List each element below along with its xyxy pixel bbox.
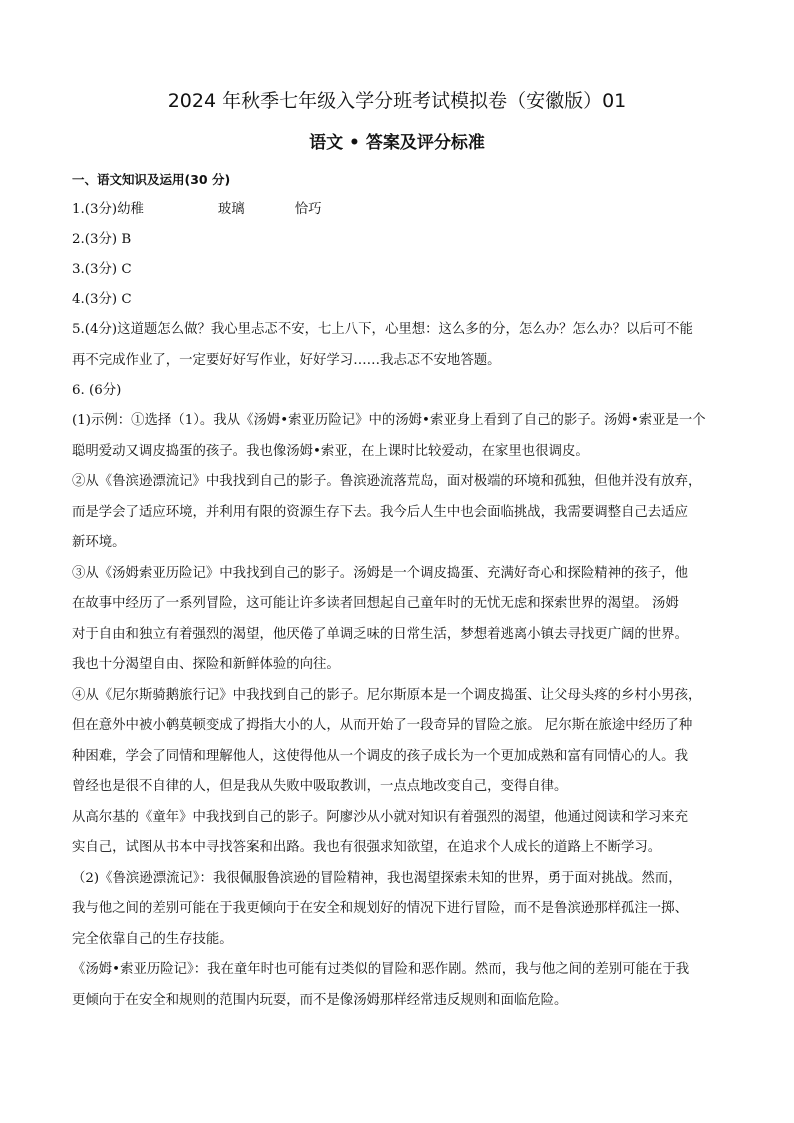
answer-q6-line: 《汤姆•索亚历险记》：我在童年时也可能有过类似的冒险和恶作剧。然而，我与他之间的差别可能在于我 [72,962,690,977]
answer-q1-word2: 玻璃 [217,202,245,217]
answer-q6-line: (1)示例：①选择（1）。我从《汤姆•索亚历险记》中的汤姆•索亚身上看到了自己的影子。汤姆•索亚是一个 [72,413,706,428]
answer-q1-word3: 恰巧 [294,202,322,217]
answer-q5-line: 再不完成作业了，一定要好好写作业，好好学习……我忐忑不安地答题。 [72,352,501,368]
page-subtitle: 语文 • 答案及评分标准 [309,133,485,153]
answer-q4: 4.(3分) C [72,292,132,307]
answer-q6-heading: 6. (6分) [72,383,122,398]
answer-q3: 3.(3分) C [72,262,132,277]
answer-q5 [72,315,728,376]
answer-q6-line: 对于自由和独立有着强烈的渴望，他厌倦了单调乏味的日常生活，梦想着逃离小镇去寻找更广阔的世界。 [72,626,688,642]
answer-q1 [72,195,728,225]
answer-q2: 2.(3分) B [72,232,132,247]
answer-q5-line: 5.(4分)这道题怎么做？我心里忐忑不安，七上八下，心里想：这么多的分，怎么办？怎么办？以后可不能 [72,322,693,337]
answer-q6 [72,406,728,1016]
answer-q6-line: ③从《汤姆索亚历险记》中我找到自己的影子。汤姆是一个调皮捣蛋、充满好奇心和探险精神的孩子，他 [72,565,688,581]
answer-q6-line: 我与他之间的差别可能在于我更倾向于在安全和规划好的情况下进行冒险，而不是鲁滨逊那样孤注一掷、 [72,901,688,916]
answer-q6-line: 聪明爱动又调皮捣蛋的孩子。我也像汤姆•索亚，在上课时比较爱动，在家里也很调皮。 [72,443,589,459]
answer-q6-line: 完全依靠自己的生存技能。 [72,931,233,947]
answer-q6-line: 新环境。 [72,535,126,550]
answer-q6-line: （2)《鲁滨逊漂流记》：我很佩服鲁滨逊的冒险精神，我也渴望探索未知的世界，勇于面对挑战。然而， [72,870,682,886]
answer-q6-line: ④从《尼尔斯骑鹅旅行记》中我找到自己的影子。尼尔斯原本是一个调皮捣蛋、让父母头疼的乡村小男孩， [72,687,702,703]
answer-q6-line: 而是学会了适应环境，并利用有限的资源生存下去。我今后人生中也会面临挑战，我需要调整自己去适应 [72,504,688,520]
answer-q6-line: 在故事中经历了一系列冒险，这可能让许多读者回想起自己童年时的无忧无虑和探索世界的渴望。 汤姆 [72,596,679,611]
answer-q6-line: 实自己，试图从书本中寻找答案和出路。我也有很强求知欲望，在追求个人成长的道路上不断学习。 [72,840,662,855]
answer-q6-line: ②从《鲁滨逊漂流记》中我找到自己的影子。鲁滨逊流落荒岛，面对极端的环境和孤独，但他并没有放弃， [72,474,702,489]
answer-content [72,165,728,1016]
answer-q6-line: 从高尔基的《童年》中我找到自己的影子。阿廖沙从小就对知识有着强烈的渴望，他通过阅读和学习来充 [72,809,688,825]
answer-q1-prefix: 1.(3分)幼稚 [72,202,144,217]
section-heading: 一、语文知识及运用(30 分) [72,172,231,187]
answer-q6-line: 曾经也是很不自律的人，但是我从失败中吸取教训，一点点地改变自己，变得自律。 [72,779,568,794]
page-title: 2024 年秋季七年级入学分班考试模拟卷（安徽版）01 [167,90,627,112]
answer-q6-line: 我也十分渴望自由、探险和新鲜体验的向往。 [72,657,340,672]
answer-q6-line: 种困难，学会了同情和理解他人，这使得他从一个调皮的孩子成长为一个更加成熟和富有同情心的人。我 [72,748,688,764]
answer-q6-line: 但在意外中被小鹌莫顿变成了拇指大小的人，从而开始了一段奇异的冒险之旅。 尼尔斯在旅途中经历了种 [72,718,693,733]
answer-q6-line: 更倾向于在安全和规则的范围内玩耍，而不是像汤姆那样经常违反规则和面临危险。 [72,992,568,1008]
